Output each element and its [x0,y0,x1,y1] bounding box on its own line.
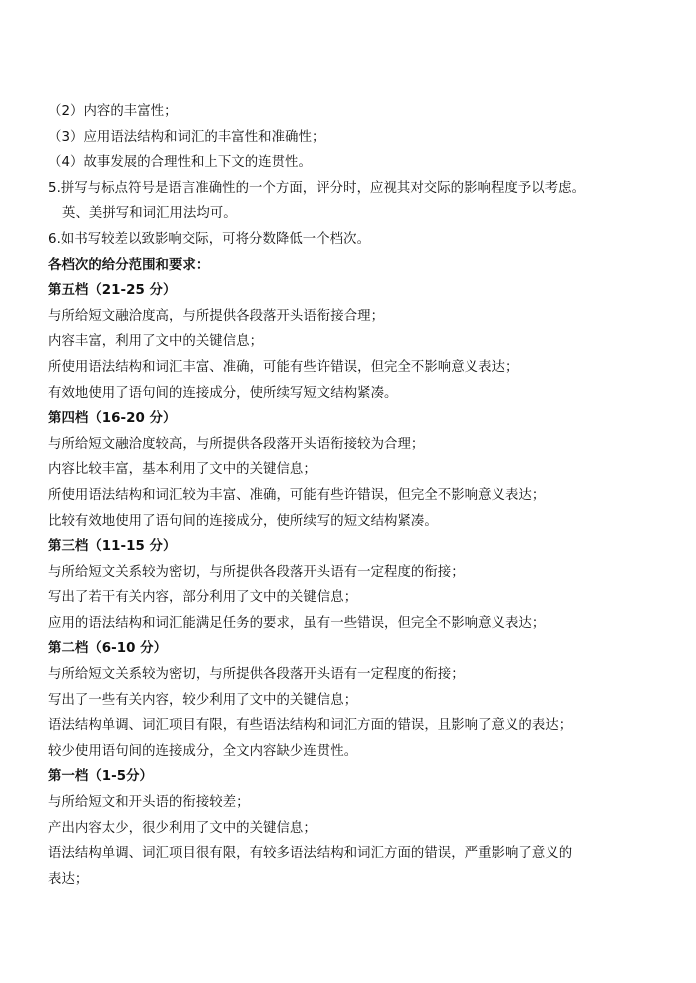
criterion-line-4: （4）故事发展的合理性和上下文的连贯性。 [48,155,312,171]
level-5-item: 所使用语法结构和词汇丰富、准确，可能有些许错误，但完全不影响意义表达； [48,359,519,375]
level-1-item: 与所给短文和开头语的衔接较差； [48,795,250,811]
level-3-item: 与所给短文关系较为密切，与所提供各段落开头语有一定程度的衔接； [48,564,465,580]
level-4-item: 所使用语法结构和词汇较为丰富、准确，可能有些许错误，但完全不影响意义表达； [48,487,546,503]
level-3-heading: 第三档（11-15 分） [48,539,177,555]
level-2-item: 写出了一些有关内容，较少利用了文中的关键信息； [48,692,358,708]
rule-5-line: 5.拼写与标点符号是语言准确性的一个方面，评分时，应视其对交际的影响程度予以考虑。 [48,180,586,196]
level-4-item: 与所给短文融洽度较高，与所提供各段落开头语衔接较为合理； [48,436,425,452]
section-heading-score-ranges: 各档次的给分范围和要求： [48,257,210,273]
criterion-line-2: （2）内容的丰富性； [48,104,178,119]
level-2-item: 较少使用语句间的连接成分，全文内容缺少连贯性。 [48,743,358,759]
level-1-item: 语法结构单调、词汇项目很有限，有较多语法结构和词汇方面的错误，严重影响了意义的 [48,846,573,862]
level-5-item: 有效地使用了语句间的连接成分，使所续写短文结构紧凑。 [48,385,398,401]
level-4-item: 比较有效地使用了语句间的连接成分，使所续写的短文结构紧凑。 [48,513,438,529]
document-body [48,99,648,892]
rule-5-continuation: 英、美拼写和词汇用法均可。 [62,206,237,222]
level-1-item-continuation: 表达； [48,871,89,887]
level-5-item: 内容丰富，利用了文中的关键信息； [48,334,264,350]
level-1-heading: 第一档（1-5分） [48,769,153,785]
level-2-item: 语法结构单调、词汇项目有限，有些语法结构和词汇方面的错误，且影响了意义的表达； [48,718,573,734]
level-4-heading: 第四档（16-20 分） [48,411,177,427]
level-3-item: 写出了若干有关内容，部分利用了文中的关键信息； [48,590,358,606]
level-2-heading: 第二档（6-10 分） [48,641,168,657]
criterion-line-3: （3）应用语法结构和词汇的丰富性和准确性； [48,129,326,145]
level-5-heading: 第五档（21-25 分） [48,283,177,299]
level-5-item: 与所给短文融洽度高，与所提供各段落开头语衔接合理； [48,308,385,324]
level-1-item: 产出内容太少，很少利用了文中的关键信息； [48,820,317,836]
level-3-item: 应用的语法结构和词汇能满足任务的要求，虽有一些错误，但完全不影响意义表达； [48,615,546,631]
level-2-item: 与所给短文关系较为密切，与所提供各段落开头语有一定程度的衔接； [48,667,465,683]
level-4-item: 内容比较丰富，基本利用了文中的关键信息； [48,462,317,478]
rule-6-line: 6.如书写较差以致影响交际，可将分数降低一个档次。 [48,231,371,247]
